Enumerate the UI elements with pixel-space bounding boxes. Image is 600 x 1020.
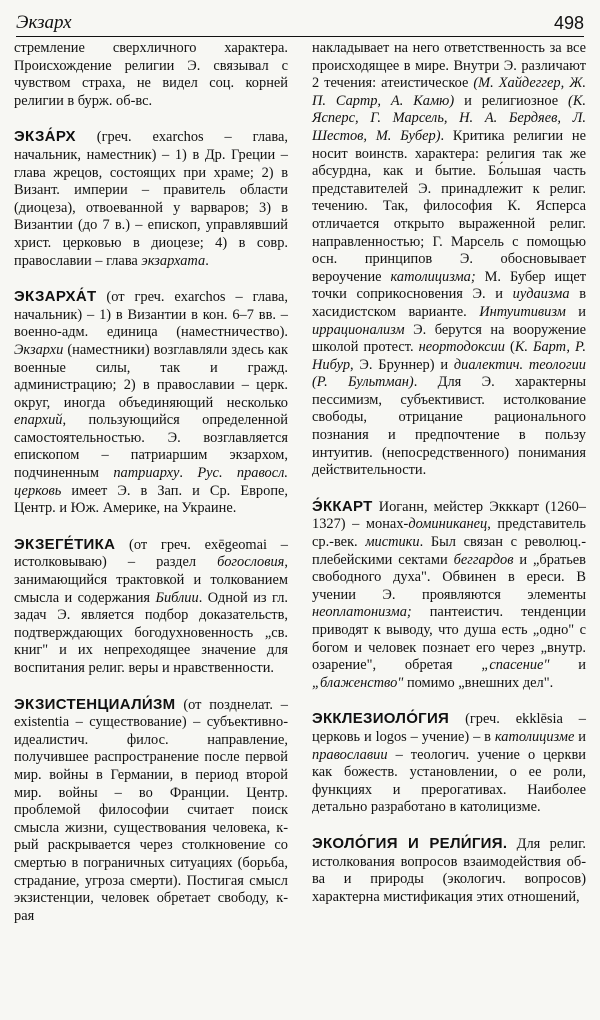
entry-body: . Одной из гл. задач Э. является подбор доказательств, подтверждающих богодухновенность „св. книг" и их непреходящее значение для воспитания религ. веры и нравственности. [14,589,288,676]
entry-body: . [205,252,209,269]
continuation-italic: диалектич. теологии (Р. Бультман) [312,356,586,391]
entry-exegetics [14,536,288,678]
entry-body: , занимающийся трактовкой и толкованием смысла и содержания [14,554,288,606]
entry-exarch [14,128,288,270]
entry-body: . [179,465,184,482]
entry-italic: доминиканец [408,516,488,533]
continuation-body: Э. берутся на вооружение школой протест. [312,321,586,356]
entry-body: (от греч. exarchos – глава, начальник) – 1) в Византии в кон. 6–7 вв. – военно-адм. единица (наместничество). [14,289,288,341]
entry-italic: православии [312,746,388,763]
continuation-body: . Для Э. характерны пессимизм, субъективист. истолкование свободы, отрицание рационального познания и предпочтение в пользу интуитив. (непосредственного) понимания действительности. [312,374,586,479]
continuation-body: в хасидистском варианте. [312,286,586,320]
entry-body: (от греч. exēgeomai – истолковываю) – раздел [14,536,288,571]
entry-ecclesiology [312,710,586,817]
continuation-text [14,40,288,110]
entry-body: , представитель ср.-век. [312,516,586,551]
entry-existentialism [14,696,288,926]
entry-body: , пользующийся определенной самостоятельностью. Э. возглавляется епископом – патриаршим экзархом, подчиненным [14,412,288,482]
continuation-text [312,40,586,480]
entry-exarchate [14,288,288,518]
entry-italic: неоплатонизма; [312,604,412,621]
headword: ЭКЗАРХА́Т [14,288,97,306]
continuation-italic: неортодоксии [418,339,505,356]
entry-body: и [578,657,586,674]
entry-italic: „спасение" [481,657,550,674]
entry-body: (греч. exarchos – глава, начальник, наместник) – 1) в Др. Греции – глава жрецов, состоящих при храме; 2) в Визант. империи – правитель области (диоцеза), отвоеванной у варваров; 3) в Византии (до 7 в.) – епископ, управлявший христ. церковью в диоцезе; 4) в совр. православии – глава [14,129,288,269]
entry-body: (греч. ekklēsia – церковь и logos – учение) – в [312,711,586,745]
right-column [312,40,586,906]
entry-body: помимо „внешних дел". [406,674,554,691]
headword: ЭКЗА́РХ [14,128,76,146]
running-title: Экзарх [16,12,72,33]
entry-body: – теологич. учение о церкви как божеств. установлении, о ее роли, функциях и прерогативах. Наиболее детально разработано в католицизме. [312,746,586,816]
entry-italic: Библии [155,589,199,606]
entry-italic: беггардов [453,551,514,568]
page-number: 498 [553,13,584,33]
continuation-italic: К. Барт, Р. Нибур [312,339,586,373]
entry-italic: „блаженство" [312,674,404,691]
entry-italic: епархий [14,412,63,429]
entry-ecology-religion [312,835,586,906]
headword: ЭКЗИСТЕНЦИАЛИ́ЗМ [14,695,176,713]
continuation-italic: (М. Хайдеггер, Ж. П. Сартр, А. Камю) [312,75,586,109]
entry-body: пантеистич. тенденции приводят к выводу, что душа есть „одно" с богом и человек познает его через „внутр. озарение", обретая [312,604,586,674]
entry-body: (наместники) возглавляли здесь как военные силы, так и гражд. администрацию; 2) в православии – церк. округ, иногда объединяющий несколько [14,341,288,411]
continuation-italic: (К. Ясперс, Г. Марсель, Н. А. Бердяев, Л. Шестов, М. Бубер) [312,92,586,144]
headword: ЭККЛЕЗИОЛО́ГИЯ [312,710,450,728]
entry-italic: мистики [365,534,420,551]
continuation-body: ( [510,339,515,356]
entry-italic: католицизме [494,728,575,745]
entry-body: Для религ. истолкования вопросов взаимодействия об-ва и природы (экологич. вопросов) характерна мистификация этих отношений, [312,835,586,905]
entry-italic: патриарху [113,465,180,482]
entry-italic: богословия [217,554,285,571]
entry-italic: Рус. правосл. церковь [14,465,288,499]
entry-italic: Экзархи [14,341,64,358]
left-column [14,40,288,925]
continuation-body: . Критика религии не носит воинств. характера: религия так же абсурдна, как и бытие. Бо́льшая часть представителей Э. принадлежит к религ. течению. Так, философия К. Ясперса отличается открыто выраженной религ. направленностью; Г. Марсель с помощью осн. принципов Э. обосновывает вероучение [312,127,586,285]
entry-body: Иоганн, мейстер Экккарт (1260–1327) – монах- [312,498,586,533]
continuation-body: стремление сверхличного характера. Происхождение религии Э. связывал с чувством страха, не видел соц. корней религии в бурж. об-вс. [14,40,288,109]
continuation-italic: иррационализм [312,321,405,338]
headword: ЭКЗЕГЕ́ТИКА [14,535,116,553]
continuation-italic: иудаизма [512,286,570,303]
continuation-italic: католицизма; [390,268,476,285]
page-header [16,4,584,37]
entry-body: и [578,728,586,745]
continuation-body: накладывает на него ответственность за все происходящее в мире. Внутри Э. различают 2 течения: атеистическое [312,40,586,92]
entry-body: (от позднелат. – existentia – существование) – субъективно-идеалистич. филос. направление, получившее распространение после первой мир. войны в Германии, в период второй мир. войны – во Франции. Центр. проблемой философии считает поиск смысла жизни, существования человека, к-рый раскрывается через столкновение со смертью в пограничных ситуациях (борьба, страдание, угроза смерти). Постигая смысл экзистенции, человек обретает свободу, к-рая [14,696,288,924]
entry-body: и „братьев свободного духа". Обвинен в ереси. В учении Э. проявляются элементы [312,551,586,603]
entry-italic: экзархата [141,252,206,269]
headword: ЭКОЛО́ГИЯ И РЕЛИ́ГИЯ. [312,834,508,852]
headword: Э́ККАРТ [312,497,373,515]
entry-eckhart [312,498,586,693]
entry-body: имеет Э. в Зап. и Ср. Европе, Центр. и Юж. Америке, на Украине. [14,482,288,517]
continuation-italic: Интуитивизм [479,303,566,320]
continuation-body: , Э. Бруннер) и [350,356,449,373]
entry-body: . Был связан с революц.-плебейскими сектами [312,534,586,568]
continuation-body: М. Бубер ищет точки соприкосновения Э. и [312,268,586,303]
continuation-body: и религиозное [464,92,559,109]
continuation-body: и [578,303,586,320]
